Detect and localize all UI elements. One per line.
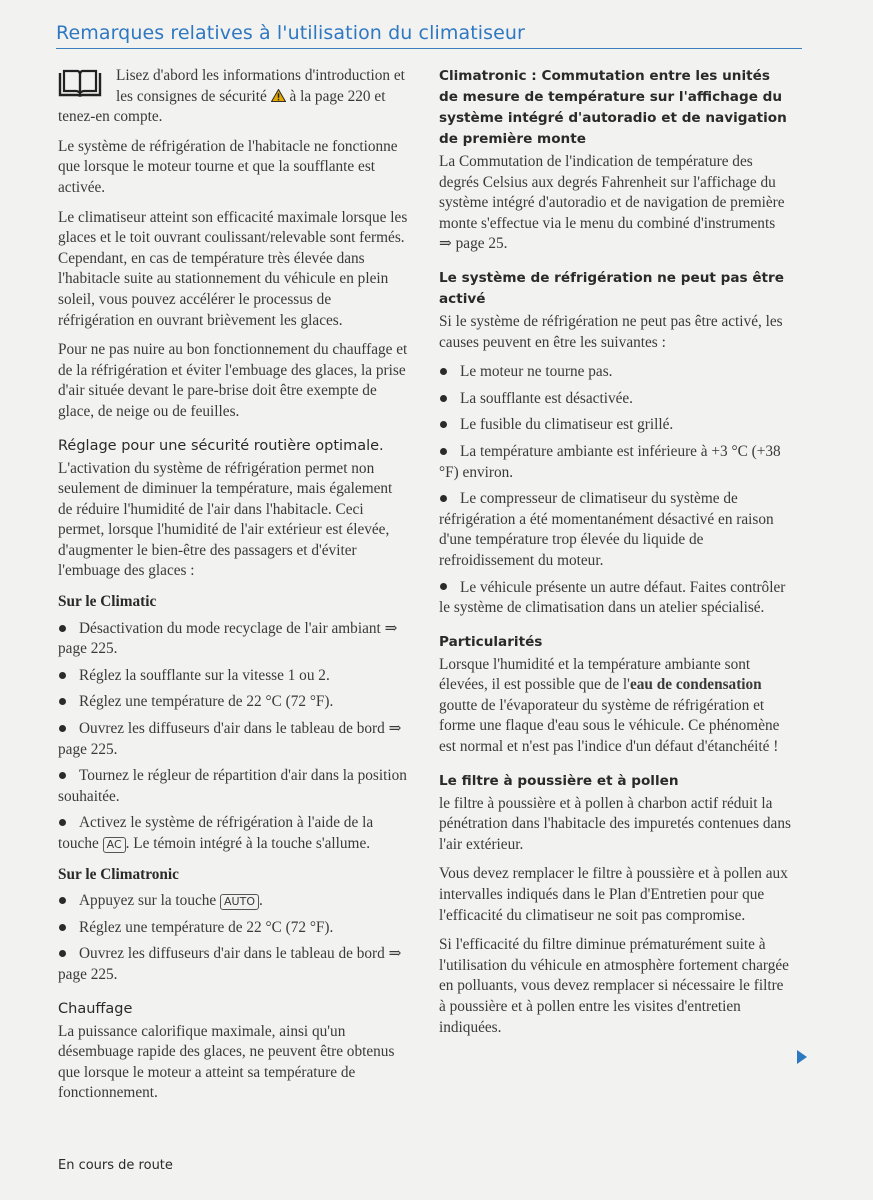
list-item-text: Activez le système de réfrigération à l'aide de la touche: [58, 814, 374, 852]
list-item: [58, 766, 410, 807]
auto-key: AUTO: [220, 894, 259, 910]
paragraph-condensation: [439, 655, 791, 758]
list-item-text: La soufflante est désactivée.: [460, 389, 634, 407]
footer-section-label: En cours de route: [58, 1158, 173, 1173]
list-item-text: Le fusible du climatiseur est grillé.: [460, 416, 674, 434]
list-item: [58, 813, 410, 854]
list-item: [58, 944, 410, 985]
bullet-icon: [440, 583, 447, 590]
bullet-icon: [440, 495, 447, 502]
list-item-text: Ouvrez les diffuseurs d'air dans le tableau de bord ⇒ page 225.: [58, 720, 402, 758]
heading-climatronic: Sur le Climatronic: [58, 865, 179, 883]
paragraph-heating: La puissance calorifique maximale, ainsi qu'un désembuage rapide des glaces, ne peuvent être obtenus que lorsque le moteur a atteint sa température de fonctionnement.: [58, 1022, 395, 1102]
heading-particularites: Particularités: [439, 633, 543, 650]
list-item-text: . Le témoin intégré à la touche s'allume.: [125, 835, 371, 852]
heading-filter: Le filtre à poussière et à pollen: [439, 772, 679, 789]
climatronic-list: [58, 891, 410, 985]
intro-text-a: Lisez d'abord les informations d'introduction et les consignes de sécurité: [116, 67, 405, 105]
list-item: [58, 619, 410, 660]
list-item: [439, 362, 791, 383]
intro-paragraph: [58, 66, 410, 128]
bullet-icon: [440, 368, 447, 375]
condensation-text-b: goutte de l'évaporateur du système de réfrigération et forme une flaque d'eau sous le véhicule. Ce phénomène est normal et n'est pas l'indice d'un défaut d'étanchéité !: [439, 696, 780, 756]
bullet-icon: [59, 924, 66, 931]
list-item: [439, 578, 791, 619]
paragraph-humidity: L'activation du système de réfrigération permet non seulement de diminuer la température, mais également de réduire l'humidité de l'air dans l'habitacle. Ceci permet, lorsque l'humidité de l'air extérieur est élevée, d'augmenter le bien-être des passagers et d'éviter l'embuage des glaces :: [58, 459, 393, 580]
bullet-icon: [59, 950, 66, 957]
list-item-text: Ouvrez les diffuseurs d'air dans le tableau de bord ⇒ page 225.: [58, 945, 402, 983]
page-header: [56, 22, 802, 49]
left-column: [58, 66, 410, 1113]
causes-list: [439, 362, 791, 619]
bullet-icon: [440, 421, 447, 428]
list-item-text: Tournez le régleur de répartition d'air dans la position souhaitée.: [58, 767, 407, 805]
heading-chauffage: Chauffage: [58, 1000, 133, 1017]
intro-text-b: à la page 220 et tenez-en compte.: [58, 87, 386, 126]
paragraph-air-intake: Pour ne pas nuire au bon fonctionnement du chauffage et de la réfrigération et éviter l'embuage des glaces, la prise d'air située devant le pare-brise doit être exempte de glace, de neige ou de feuilles.: [58, 341, 408, 420]
warning-icon: [271, 89, 286, 102]
paragraph-max-efficiency: Le climatiseur atteint son efficacité maximale lorsque les glaces et le toit ouvrant coulissant/relevable sont fermés. Cependant, en cas de température très élevée dans l'habitacle suite au stationnement du véhicule en plein soleil, vous pouvez accélérer le processus de réfrigération en ouvrant brièvement les glaces.: [58, 208, 408, 329]
list-item: [58, 891, 410, 912]
bullet-icon: [59, 725, 66, 732]
ac-key: AC: [103, 837, 126, 853]
list-item: [439, 389, 791, 410]
list-item-text: La température ambiante est inférieure à +3 °C (+38 °F) environ.: [439, 442, 781, 481]
bullet-icon: [59, 819, 66, 826]
condensation-emphasis: eau de condensation: [629, 676, 762, 694]
heading-reglage: Réglage pour une sécurité routière optimale.: [58, 437, 384, 454]
list-item-text: Le compresseur de climatiseur du système de réfrigération a été momentanément désactivé en raison d'une température trop élevée du liquide de refroidissement du moteur.: [439, 490, 774, 569]
paragraph-filter-2: Vous devez remplacer le filtre à poussière et à pollen aux intervalles indiqués dans le Plan d'Entretien pour que l'efficacité du climatiseur ne soit pas compromise.: [439, 865, 788, 924]
heading-units: Climatronic : Commutation entre les unités de mesure de température sur l'affichage du système intégré d'autoradio et de navigation de première monte: [439, 68, 787, 147]
paragraph-filter-3: Si l'efficacité du filtre diminue prématurément suite à l'utilisation du véhicule en atmosphère fortement chargée en polluants, vous devez remplacer si nécessaire le filtre à poussière et à pollen entre les visites d'entretien indiquées.: [439, 936, 789, 1036]
list-item: [58, 666, 410, 687]
list-item-text: Réglez la soufflante sur la vitesse 1 ou 2.: [79, 666, 330, 684]
list-item-text: Réglez une température de 22 °C (72 °F).: [79, 918, 334, 936]
bullet-icon: [59, 625, 66, 632]
page-title: Remarques relatives à l'utilisation du climatiseur: [56, 22, 525, 44]
paragraph-no-cooling: Si le système de réfrigération ne peut pas être activé, les causes peuvent en être les suivantes :: [439, 312, 783, 351]
list-item-text: .: [259, 892, 263, 910]
list-item: [439, 442, 791, 483]
list-item: [58, 918, 410, 939]
bullet-icon: [59, 897, 66, 904]
list-item: [439, 415, 791, 436]
bullet-icon: [440, 448, 447, 455]
bullet-icon: [59, 672, 66, 679]
book-icon: [58, 69, 102, 97]
climatic-list: [58, 619, 410, 855]
paragraph-units: La Commutation de l'indication de température des degrés Celsius aux degrés Fahrenheit sur l'affichage du système intégré d'autoradio et de navigation de première monte s'effectue via le menu du combiné d'instruments ⇒ page 25.: [439, 153, 785, 253]
list-item-text: Réglez une température de 22 °C (72 °F).: [79, 693, 334, 711]
list-item-text: Le véhicule présente un autre défaut. Faites contrôler le système de climatisation dans un atelier spécialisé.: [439, 578, 786, 617]
paragraph-filter-1: le filtre à poussière et à pollen à charbon actif réduit la pénétration dans l'habitacle des impuretés contenues dans l'air extérieur.: [439, 794, 791, 853]
list-item: [58, 692, 410, 713]
list-item-text: Le moteur ne tourne pas.: [460, 363, 613, 381]
heading-no-cooling: Le système de réfrigération ne peut pas être activé: [439, 269, 784, 307]
condensation-text-a: Lorsque l'humidité et la température ambiante sont élevées, il est possible que de l': [439, 655, 751, 694]
list-item-text: Désactivation du mode recyclage de l'air ambiant ⇒ page 225.: [58, 619, 398, 658]
bullet-icon: [59, 772, 66, 779]
list-item: [58, 719, 410, 760]
paragraph-cooling-operation: Le système de réfrigération de l'habitacle ne fonctionne que lorsque le moteur tourne et que la soufflante est activée.: [58, 137, 398, 196]
next-page-arrow-icon: [797, 1050, 807, 1064]
list-item-text: Appuyez sur la touche: [79, 892, 217, 910]
bullet-icon: [59, 698, 66, 705]
right-column: [439, 66, 791, 1047]
list-item: [439, 489, 791, 571]
bullet-icon: [440, 395, 447, 402]
heading-climatic: Sur le Climatic: [58, 593, 157, 611]
